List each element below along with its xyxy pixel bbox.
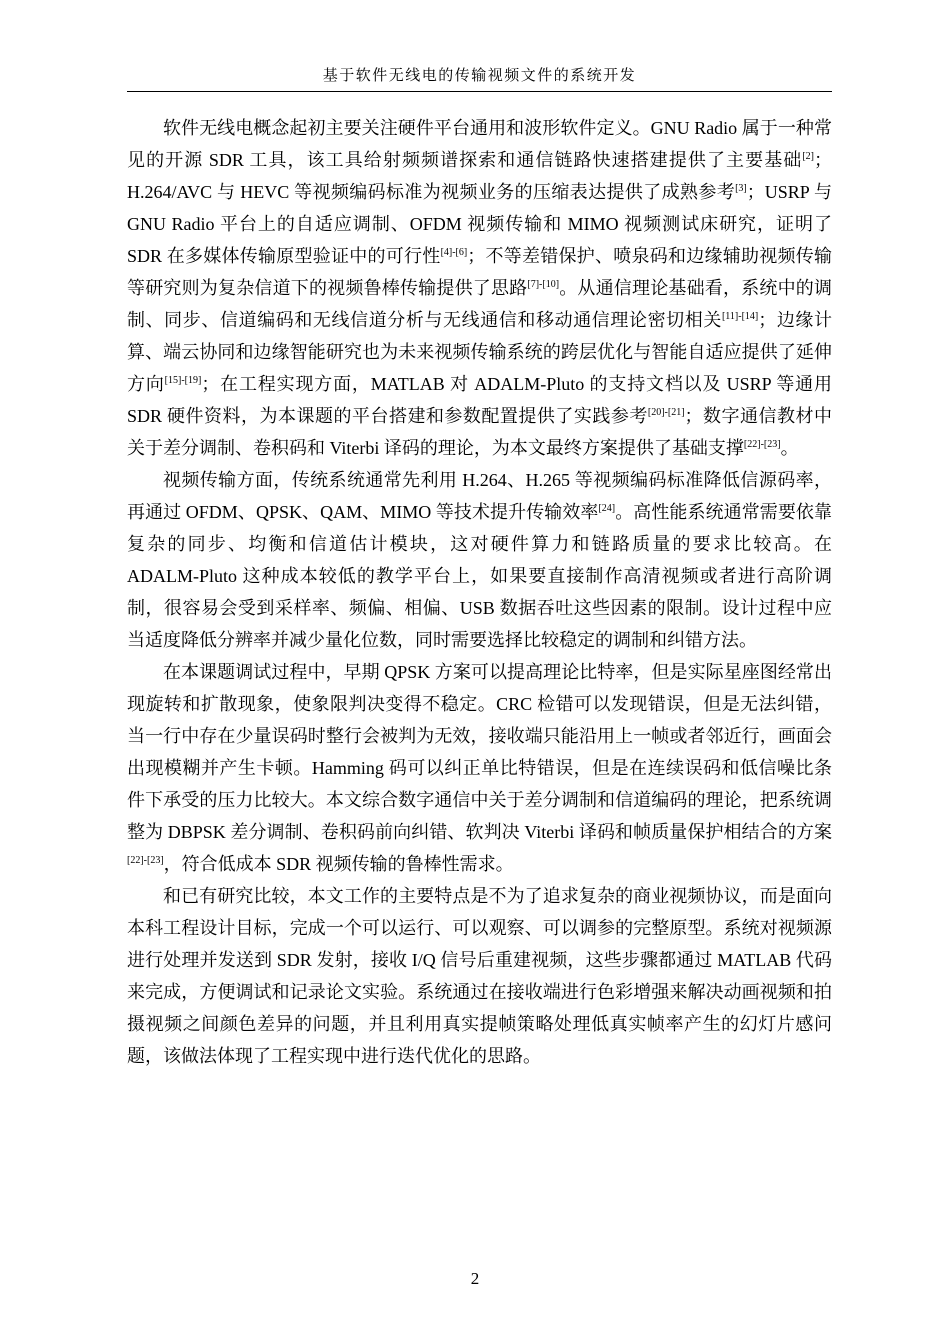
paragraph-text: ；H.264/AVC 与 HEVC 等视频编码标准为视频业务的压缩表达提供了成熟参考	[127, 150, 832, 202]
citation-marker: [22]-[23]	[127, 855, 164, 866]
paragraph-text: 在本课题调试过程中，早期 QPSK 方案可以提高理论比特率，但是实际星座图经常出现旋转和扩散现象，使象限判决变得不稳定。CRC 检错可以发现错误，但是无法纠错，当一行中存在少量误码时整行会被判为无效，接收端只能沿用上一帧或者邻近行，画面会出现模糊并产生卡顿。Hamming 码可以纠正单比特错误，但是在连续误码和低信噪比条件下承受的压力比较大。本文综合数字通信中关于差分调制和信道编码的理论，把系统调整为 DBPSK 差分调制、卷积码前向纠错、软判决 Viterbi 译码和帧质量保护相结合的方案	[127, 662, 832, 842]
citation-marker: [24]	[598, 503, 616, 514]
paragraph-text: 软件无线电概念起初主要关注硬件平台通用和波形软件定义。GNU Radio 属于一种常见的开源 SDR 工具，该工具给射频频谱探索和通信链路快速搭建提供了主要基础	[127, 118, 832, 170]
paragraph-text: ；USRP 与 GNU Radio 平台上的自适应调制、OFDM 视频传输和 MIMO 视频测试床研究，证明了 SDR 在多媒体传输原型验证中的可行性	[127, 182, 832, 266]
paragraph	[127, 880, 832, 1072]
header-rule	[127, 91, 832, 92]
citation-marker: [22]-[23]	[743, 439, 781, 450]
paragraph-text: 。从通信理论基础看，系统中的调制、同步、信道编码和无线信道分析与无线通信和移动通信理论密切相关	[127, 278, 833, 330]
paragraph-text: ；边缘计算、端云协同和边缘智能研究也为未来视频传输系统的跨层优化与智能自适应提供了延伸方向	[127, 310, 833, 394]
page-number: 2	[470, 1269, 480, 1288]
paragraph-text: 视频传输方面，传统系统通常先利用 H.264、H.265 等视频编码标准降低信源码率，再通过 OFDM、QPSK、QAM、MIMO 等技术提升传输效率	[127, 470, 832, 522]
citation-marker: [7]-[10]	[527, 279, 560, 290]
paragraph	[127, 464, 832, 656]
paragraph-text: 和已有研究比较，本文工作的主要特点是不为了追求复杂的商业视频协议，而是面向本科工程设计目标，完成一个可以运行、可以观察、可以调参的完整原型。系统对视频源进行处理并发送到 SDR 发射，接收 I/Q 信号后重建视频，这些步骤都通过 MATLAB 代码来完成，方便调试和记录论文实验。系统通过在接收端进行色彩增强来解决动画视频和拍摄视频之间颜色差异的问题，并且利用真实提帧策略处理低真实帧率产生的幻灯片感问题，该做法体现了工程实现中进行迭代优化的思路。	[127, 886, 832, 1066]
paragraph-text: ；数字通信教材中关于差分调制、卷积码和 Viterbi 译码的理论，为本文最终方案提供了基础支撑	[127, 406, 833, 458]
page-body	[127, 112, 832, 1072]
paragraph-text: ；不等差错保护、喷泉码和边缘辅助视频传输等研究则为复杂信道下的视频鲁棒传输提供了思路	[127, 246, 833, 298]
citation-marker: [15]-[19]	[164, 375, 202, 386]
citation-marker: [11]-[14]	[721, 311, 759, 322]
paragraph	[127, 656, 832, 880]
citation-marker: [4]-[6]	[440, 247, 468, 258]
paragraph	[127, 112, 832, 464]
paragraph-text: ；在工程实现方面，MATLAB 对 ADALM-Pluto 的支持文档以及 USRP 等通用 SDR 硬件资料，为本课题的平台搭建和参数配置提供了实践参考	[127, 374, 832, 426]
paragraph-text: ，符合低成本 SDR 视频传输的鲁棒性需求。	[163, 854, 514, 874]
citation-marker: [20]-[21]	[647, 407, 685, 418]
citation-marker: [2]	[802, 151, 814, 162]
running-header: 基于软件无线电的传输视频文件的系统开发	[322, 68, 637, 84]
paragraph-text: 。高性能系统通常需要依靠复杂的同步、均衡和信道估计模块，这对硬件算力和链路质量的要求比较高。在 ADALM-Pluto 这种成本较低的教学平台上，如果要直接制作高清视频或者进行高阶调制，很容易会受到采样率、频偏、相偏、USB 数据吞吐这些因素的限制。设计过程中应当适度降低分辨率并减少量化位数，同时需要选择比较稳定的调制和纠错方法。	[127, 502, 832, 650]
paragraph-text: 。	[780, 438, 799, 458]
citation-marker: [3]	[735, 183, 747, 194]
